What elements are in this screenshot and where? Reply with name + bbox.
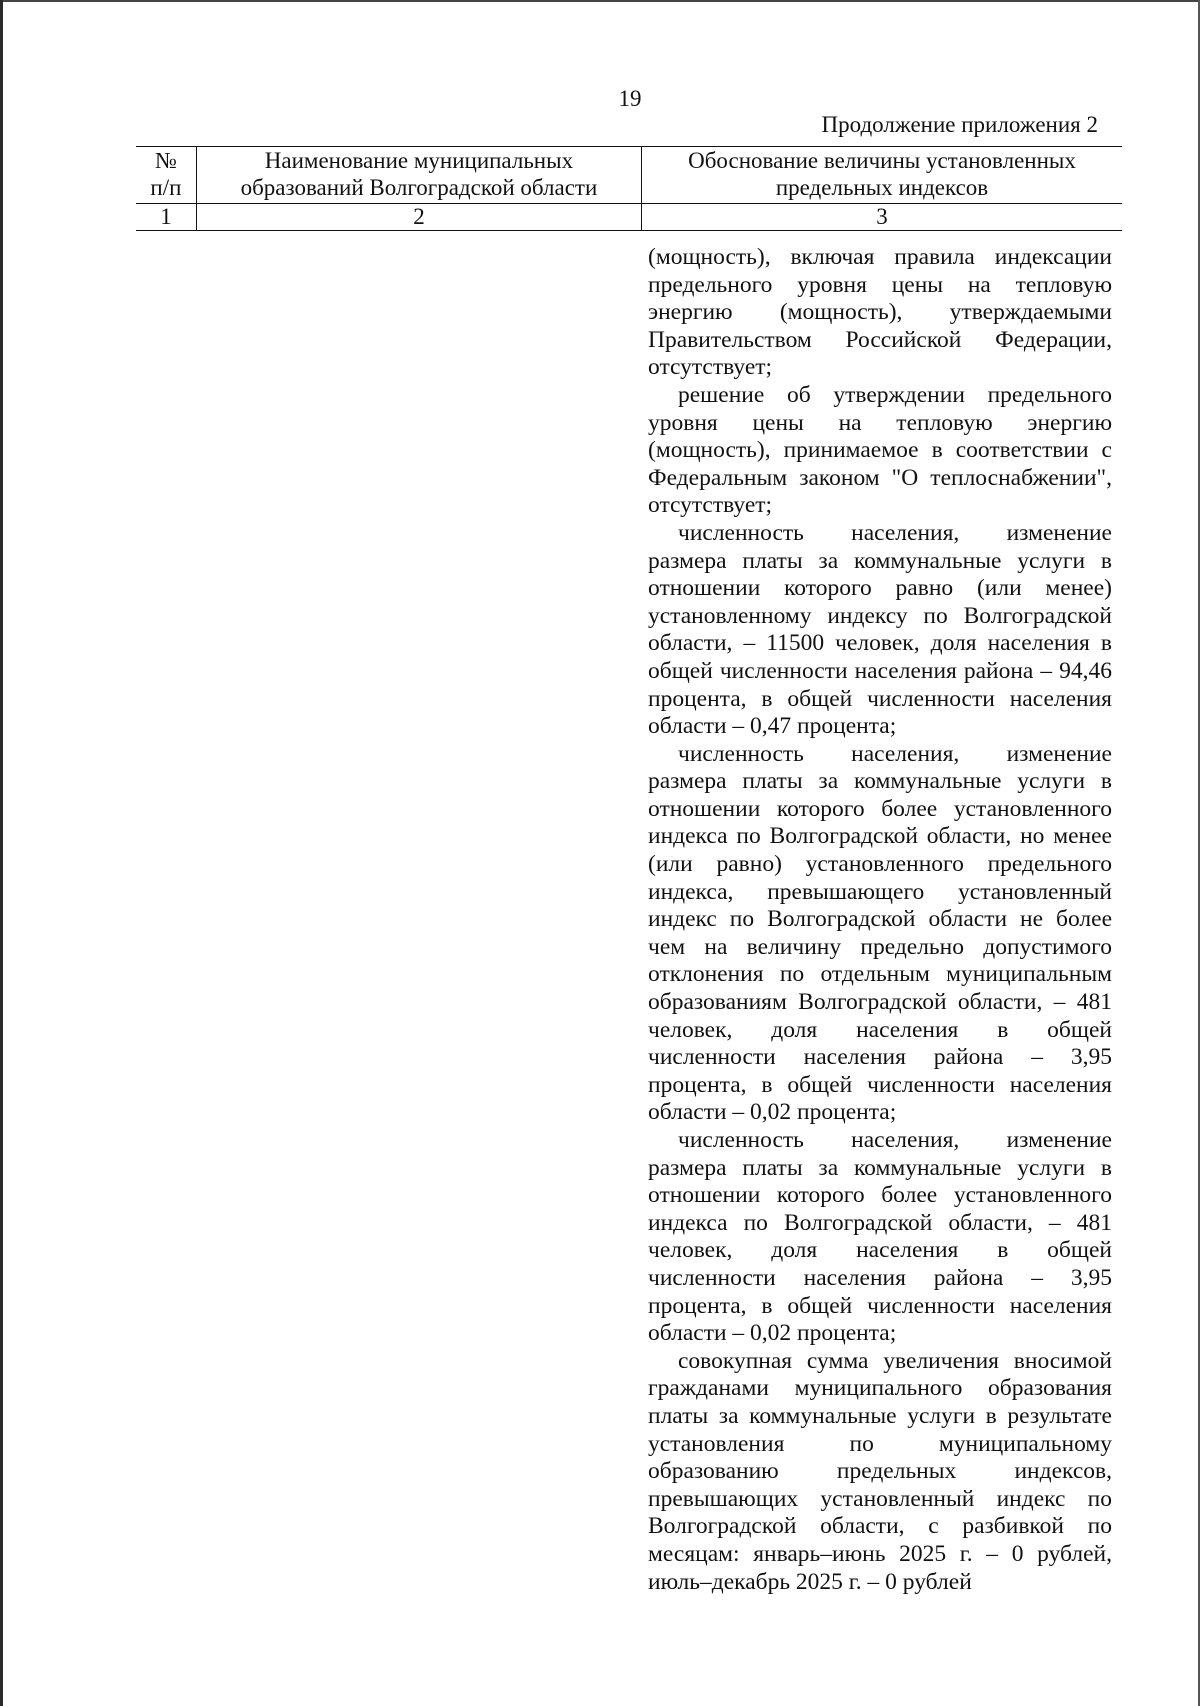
header-col-name-line2: образований Волгоградской области xyxy=(240,175,598,200)
paragraph-1: (мощность), включая правила индексации предельного уровня цены на тепловую энергию (мощность), утверждаемыми Правительством Российской Федерации, отсутствует; xyxy=(648,244,1112,381)
continuation-label: Продолжение приложения 2 xyxy=(821,112,1098,137)
header-col-justification-line1: Обоснование величины установленных xyxy=(688,148,1076,173)
header-col-name-line1: Наименование муниципальных xyxy=(264,148,574,173)
header-table xyxy=(136,146,1122,231)
header-col-number-line1: № xyxy=(154,148,177,173)
column-number-1: 1 xyxy=(136,204,196,231)
column-number-row xyxy=(136,204,1122,231)
scan-edge-top xyxy=(0,0,1200,2)
header-col-name xyxy=(196,147,641,204)
column-number-2: 2 xyxy=(196,204,641,231)
paragraph-6: совокупная сумма увеличения вносимой гражданами муниципального образования платы за коммунальные услуги в результате установления по муниципальному образованию предельных индексов, превышающих установленный индекс по Волгоградской области, с разбивкой по месяцам: январь–июнь 2025 г. – 0 рублей, июль–декабрь 2025 г. – 0 рублей xyxy=(648,1347,1112,1595)
header-col-number xyxy=(136,147,196,204)
column-number-3: 3 xyxy=(642,204,1123,231)
justification-text xyxy=(648,244,1112,1596)
header-col-justification xyxy=(642,147,1123,204)
header-col-justification-line2: предельных индексов xyxy=(775,175,989,200)
paragraph-3: численность населения, изменение размера платы за коммунальные услуги в отношении которого равно (или менее) установленному индексу по Волгоградской области, – 11500 человек, доля населения в общей численности населения района – 94,46 процента, в общей численности населения области – 0,47 процента; xyxy=(648,519,1112,740)
header-col-number-line2: п/п xyxy=(150,175,182,200)
paragraph-4: численность населения, изменение размера платы за коммунальные услуги в отношении которого более установленного индекса по Волгоградской области, но менее (или равно) установленного предельного индекса, превышающего установленный индекс по Волгоградской области не более чем на величину предельно допустимого отклонения по отдельным муниципальным образованиям Волгоградской области, – 481 человек, доля населения в общей численности населения района – 3,95 процента, в общей численности населения области – 0,02 процента; xyxy=(648,740,1112,1126)
scan-edge-left xyxy=(0,0,3,1706)
paragraph-5: численность населения, изменение размера платы за коммунальные услуги в отношении которого более установленного индекса по Волгоградской области, – 481 человек, доля населения в общей численности населения района – 3,95 процента, в общей численности населения области – 0,02 процента; xyxy=(648,1127,1112,1347)
paragraph-2: решение об утверждении предельного уровня цены на тепловую энергию (мощность), принимаемое в соответствии с Федеральным законом "О теплоснабжении", отсутствует; xyxy=(648,381,1112,519)
page-number: 19 xyxy=(618,86,642,111)
header-row xyxy=(136,147,1122,204)
